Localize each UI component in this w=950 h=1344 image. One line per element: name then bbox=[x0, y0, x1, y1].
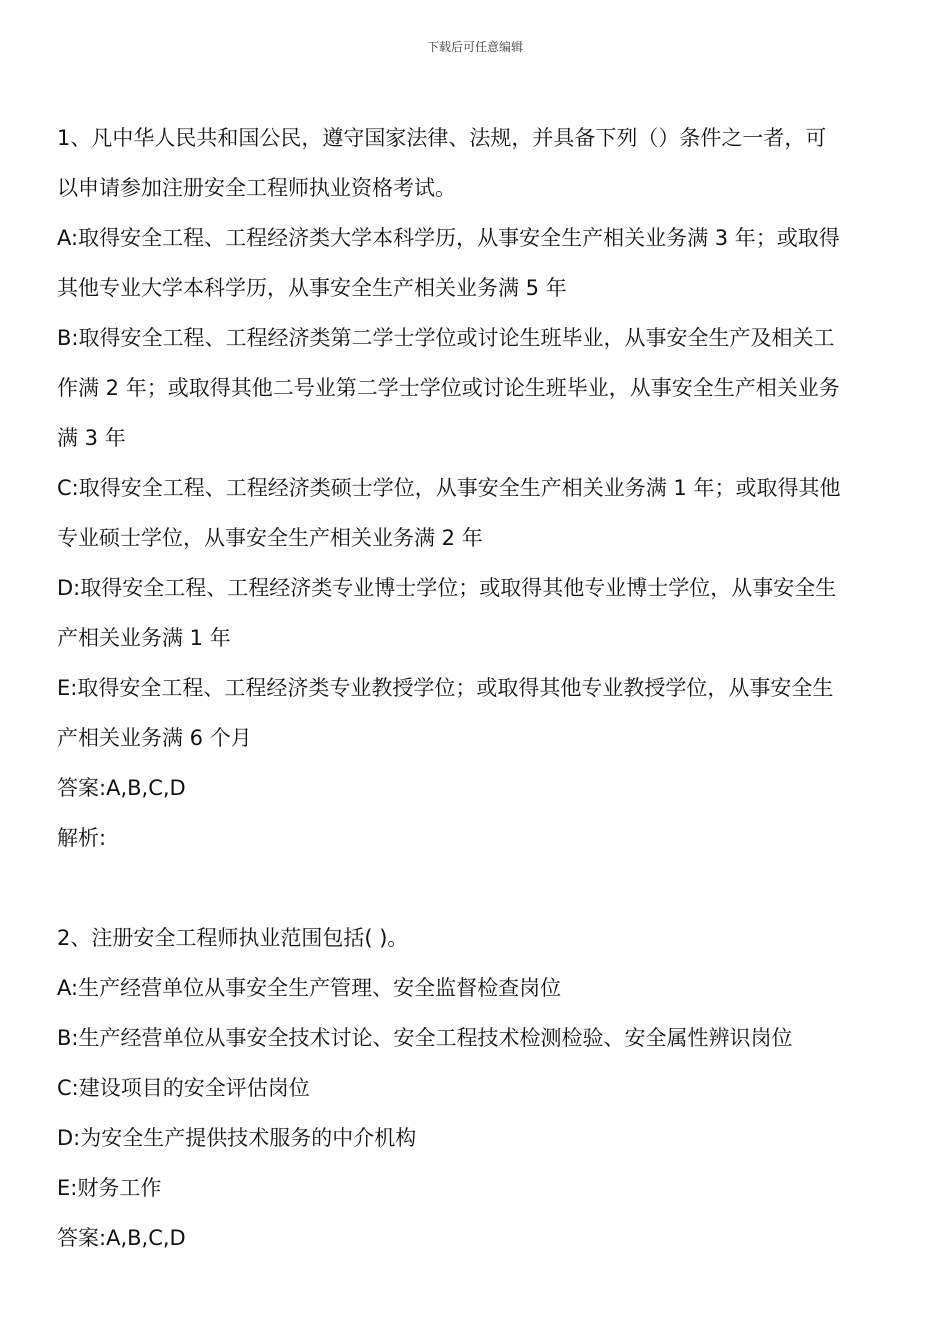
question-2-option-d: D:为安全生产提供技术服务的中介机构 bbox=[57, 1126, 417, 1150]
question-2-option-a: A:生产经营单位从事安全生产管理、安全监督检查岗位 bbox=[57, 976, 562, 1000]
question-2-answer: 答案:A,B,C,D bbox=[57, 1226, 186, 1250]
question-1-option-b-line-3: 满 3 年 bbox=[57, 426, 126, 450]
question-1-option-b-line-2: 作满 2 年；或取得其他二号业第二学士学位或讨论生班毕业，从事安全生产相关业务 bbox=[57, 376, 840, 400]
question-1-option-d-line-1: D:取得安全工程、工程经济类专业博士学位；或取得其他专业博士学位，从事安全生 bbox=[57, 576, 837, 600]
question-1-option-c-line-1: C:取得安全工程、工程经济类硕士学位，从事安全生产相关业务满 1 年；或取得其他 bbox=[57, 476, 841, 500]
page-header: 下载后可任意编辑 bbox=[426, 40, 523, 54]
question-2-option-c: C:建设项目的安全评估岗位 bbox=[57, 1076, 310, 1100]
question-1-option-c-line-2: 专业硕士学位，从事安全生产相关业务满 2 年 bbox=[57, 526, 483, 550]
question-2 bbox=[57, 913, 897, 1263]
question-1-option-d-line-2: 产相关业务满 1 年 bbox=[57, 626, 231, 650]
question-1 bbox=[57, 113, 897, 863]
question-1-option-b-line-1: B:取得安全工程、工程经济类第二学士学位或讨论生班毕业，从事安全生产及相关工 bbox=[57, 326, 835, 350]
question-2-option-e: E:财务工作 bbox=[57, 1176, 162, 1200]
question-1-explanation: 解析: bbox=[57, 826, 107, 850]
question-2-stem: 2、注册安全工程师执业范围包括( )。 bbox=[57, 926, 409, 950]
question-1-option-e-line-1: E:取得安全工程、工程经济类专业教授学位；或取得其他专业教授学位，从事安全生 bbox=[57, 676, 834, 700]
document-body bbox=[57, 113, 897, 1263]
question-1-stem-line-2: 以申请参加注册安全工程师执业资格考试。 bbox=[57, 176, 456, 200]
question-1-stem-line-1: 1、凡中华人民共和国公民，遵守国家法律、法规，并具备下列（）条件之一者，可 bbox=[57, 126, 827, 150]
question-1-option-a-line-2: 其他专业大学本科学历，从事安全生产相关业务满 5 年 bbox=[57, 276, 567, 300]
question-1-answer: 答案:A,B,C,D bbox=[57, 776, 186, 800]
question-spacer bbox=[57, 863, 897, 913]
question-1-option-a-line-1: A:取得安全工程、工程经济类大学本科学历，从事安全生产相关业务满 3 年；或取得 bbox=[57, 226, 840, 250]
question-2-option-b: B:生产经营单位从事安全技术讨论、安全工程技术检测检验、安全属性辨识岗位 bbox=[57, 1026, 793, 1050]
question-1-option-e-line-2: 产相关业务满 6 个月 bbox=[57, 726, 252, 750]
